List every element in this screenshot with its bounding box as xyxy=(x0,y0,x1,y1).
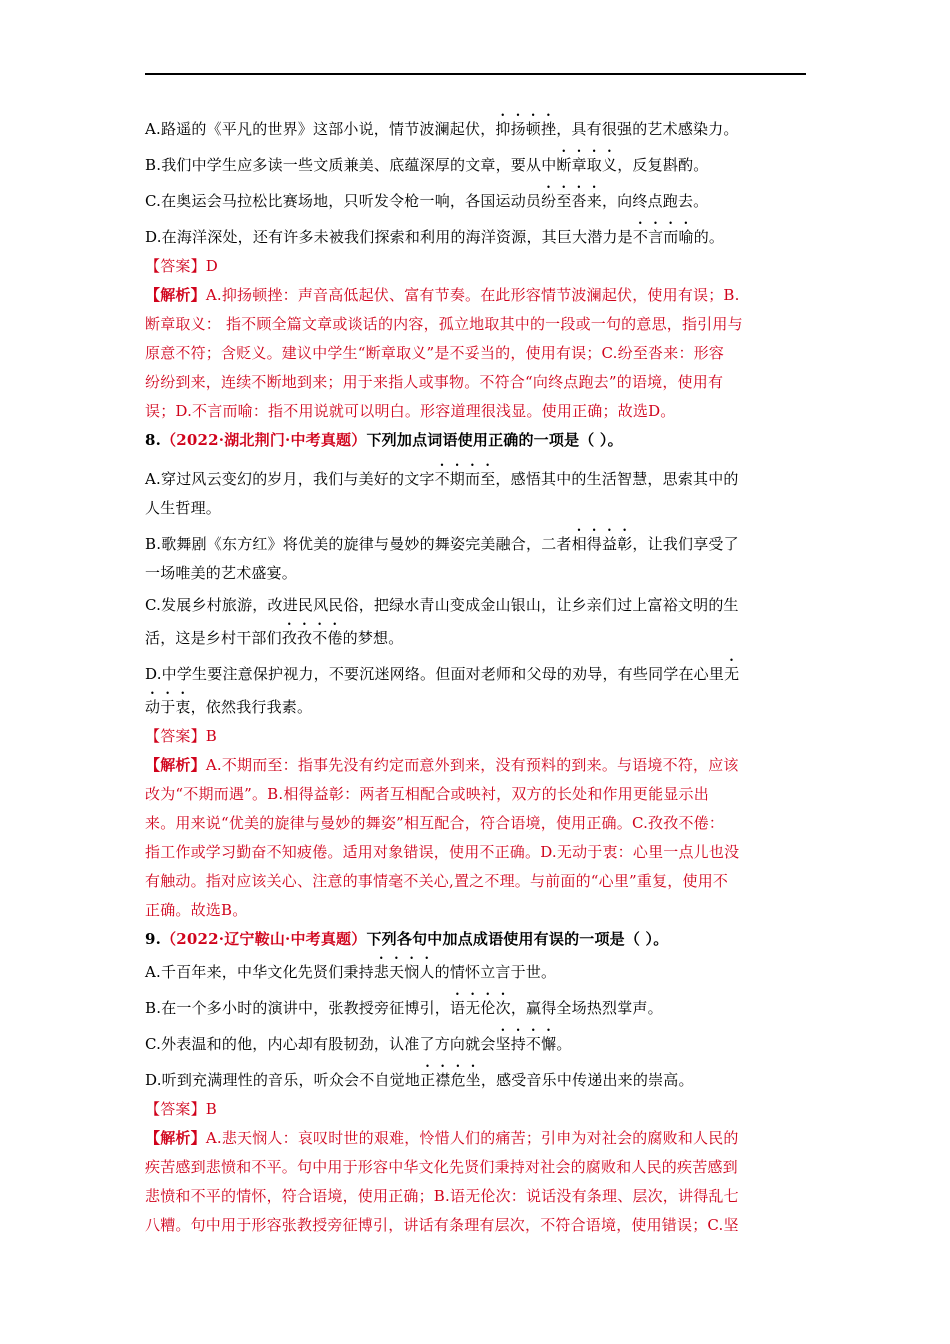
q7-option-a: A.路遥的《平凡的世界》这部小说，情节波澜起伏，抑扬顿挫，具有很强的艺术感染力。 xyxy=(145,120,739,138)
q9-answer: 【答案】B xyxy=(145,1100,218,1118)
emphasized-idiom: 不期而至 xyxy=(434,470,496,488)
emphasized-idiom: 孜孜不倦 xyxy=(281,629,343,647)
q8-option-c-cont: 活，这是乡村干部们孜孜不倦的梦想。 xyxy=(145,629,404,647)
q8-source: （2022·湖北荆门·中考真题） xyxy=(161,431,367,449)
emphasized-idiom: 正襟危坐 xyxy=(420,1071,481,1089)
q9-option-a: A.千百年来，中华文化先贤们秉持悲天悯人的情怀立言于世。 xyxy=(145,963,557,981)
q9-option-c: C.外表温和的他，内心却有股韧劲，认准了方向就会坚持不懈。 xyxy=(145,1035,572,1053)
q8-option-c: C.发展乡村旅游，改进民风民俗，把绿水青山变成金山银山，让乡亲们过上富裕文明的生 xyxy=(145,596,739,614)
q9-source: （2022·辽宁鞍山·中考真题） xyxy=(161,930,367,948)
emphasized-idiom: 断章取义 xyxy=(556,156,618,174)
q9-analysis: 【解析】A.悲天悯人：哀叹时世的艰难，怜惜人们的痛苦；引申为对社会的腐败和人民的 疾苦感到悲愤和不平。句中用于形容中华文化先贤们秉持对社会的腐败和人民的疾苦感到 悲愤和不平的情怀，符合语境，使用正确；B.语无伦次：说话没有条理、层次，讲得乱七 八糟。句中用于形容张教授旁征博引，讲话有条理有层次，不符合语境，使用错误；C.坚 xyxy=(145,1129,739,1234)
q7-option-c: C.在奥运会马拉松比赛场地，只听发令枪一响，各国运动员纷至沓来，向终点跑去。 xyxy=(145,192,709,210)
q9-option-d: D.听到充满理性的音乐，听众会不自觉地正襟危坐，感受音乐中传递出来的崇高。 xyxy=(145,1071,694,1089)
q8-option-d-cont: 动于衷，依然我行我素。 xyxy=(145,698,313,716)
q8-analysis: 【解析】A.不期而至：指事先没有约定而意外到来，没有预料的到来。与语境不符，应该 改为“不期而遇”。B.相得益彰：两者互相配合或映衬，双方的长处和作用更能显示出 来。用来说“优美的旋律与曼妙的舞姿”相互配合，符合语境，使用正确。C.孜孜不倦： 指工作或学习勤奋不知疲倦。适用对象错误，使用不正确。D.无动于衷：心里一点儿也没 有触动。指对应该关心、注意的事情毫不关心,置之不理。与前面的“心里”重复，使用不 正确。故选B。 xyxy=(145,756,740,919)
document-body xyxy=(145,111,806,1240)
header-rule xyxy=(145,73,806,75)
q8-option-a-cont: 人生哲理。 xyxy=(145,499,222,517)
q9-option-b: B.在一个多小时的演讲中，张教授旁征博引，语无伦次，赢得全场热烈掌声。 xyxy=(145,999,663,1017)
emphasized-idiom: 坚持不懈 xyxy=(495,1035,557,1053)
q9-stem: 9.（2022·辽宁鞍山·中考真题）下列各句中加点成语使用有误的一项是（ ）。 xyxy=(145,930,669,948)
q8-option-d: D.中学生要注意保护视力，不要沉迷网络。但面对老师和父母的劝导，有些同学在心里无 xyxy=(145,665,740,683)
emphasized-idiom: 纷至沓来 xyxy=(541,192,602,210)
emphasized-idiom: 无 xyxy=(724,665,740,683)
q7-option-b: B.我们中学生应多读一些文质兼美、底蕴深厚的文章，要从中断章取义，反复斟酌。 xyxy=(145,156,709,174)
q8-option-b: B.歌舞剧《东方红》将优美的旋律与曼妙的舞姿完美融合，二者相得益彰，让我们享受了 xyxy=(145,535,739,553)
q8-option-a: A.穿过风云变幻的岁月，我们与美好的文字不期而至，感悟其中的生活智慧，思索其中的 xyxy=(145,470,739,488)
q8-stem: 8.（2022·湖北荆门·中考真题）下列加点词语使用正确的一项是（ ）。 xyxy=(145,431,623,449)
emphasized-idiom: 相得益彰 xyxy=(571,535,633,553)
emphasized-idiom: 抑扬顿挫 xyxy=(495,120,557,138)
q7-answer: 【答案】D xyxy=(145,257,219,275)
q7-option-d: D.在海洋深处，还有许多未被我们探索和利用的海洋资源，其巨大潜力是不言而喻的。 xyxy=(145,228,725,246)
q7-analysis: 【解析】A.抑扬顿挫：声音高低起伏、富有节奏。在此形容情节波澜起伏，使用有误；B. 断章取义： 指不顾全篇文章或谈话的内容，孤立地取其中的一段或一句的意思，指引用与 原意不符；含贬义。建议中学生“断章取义”是不妥当的，使用有误；C.纷至沓来：形容 纷纷到来，连续不断地到来；用于来指人或事物。不符合“向终点跑去”的语境，使用有 误；D.不言而喻：指不用说就可以明白。形容道理很浅显。使用正确；故选D。 xyxy=(145,286,743,420)
emphasized-idiom: 悲天悯人 xyxy=(373,963,435,981)
emphasized-idiom: 语无伦次 xyxy=(450,999,511,1017)
emphasized-idiom: 不言而喻 xyxy=(632,228,694,246)
emphasized-idiom: 动于衷 xyxy=(145,698,191,716)
q8-answer: 【答案】B xyxy=(145,727,218,745)
q8-option-b-cont: 一场唯美的艺术盛宴。 xyxy=(145,564,298,582)
